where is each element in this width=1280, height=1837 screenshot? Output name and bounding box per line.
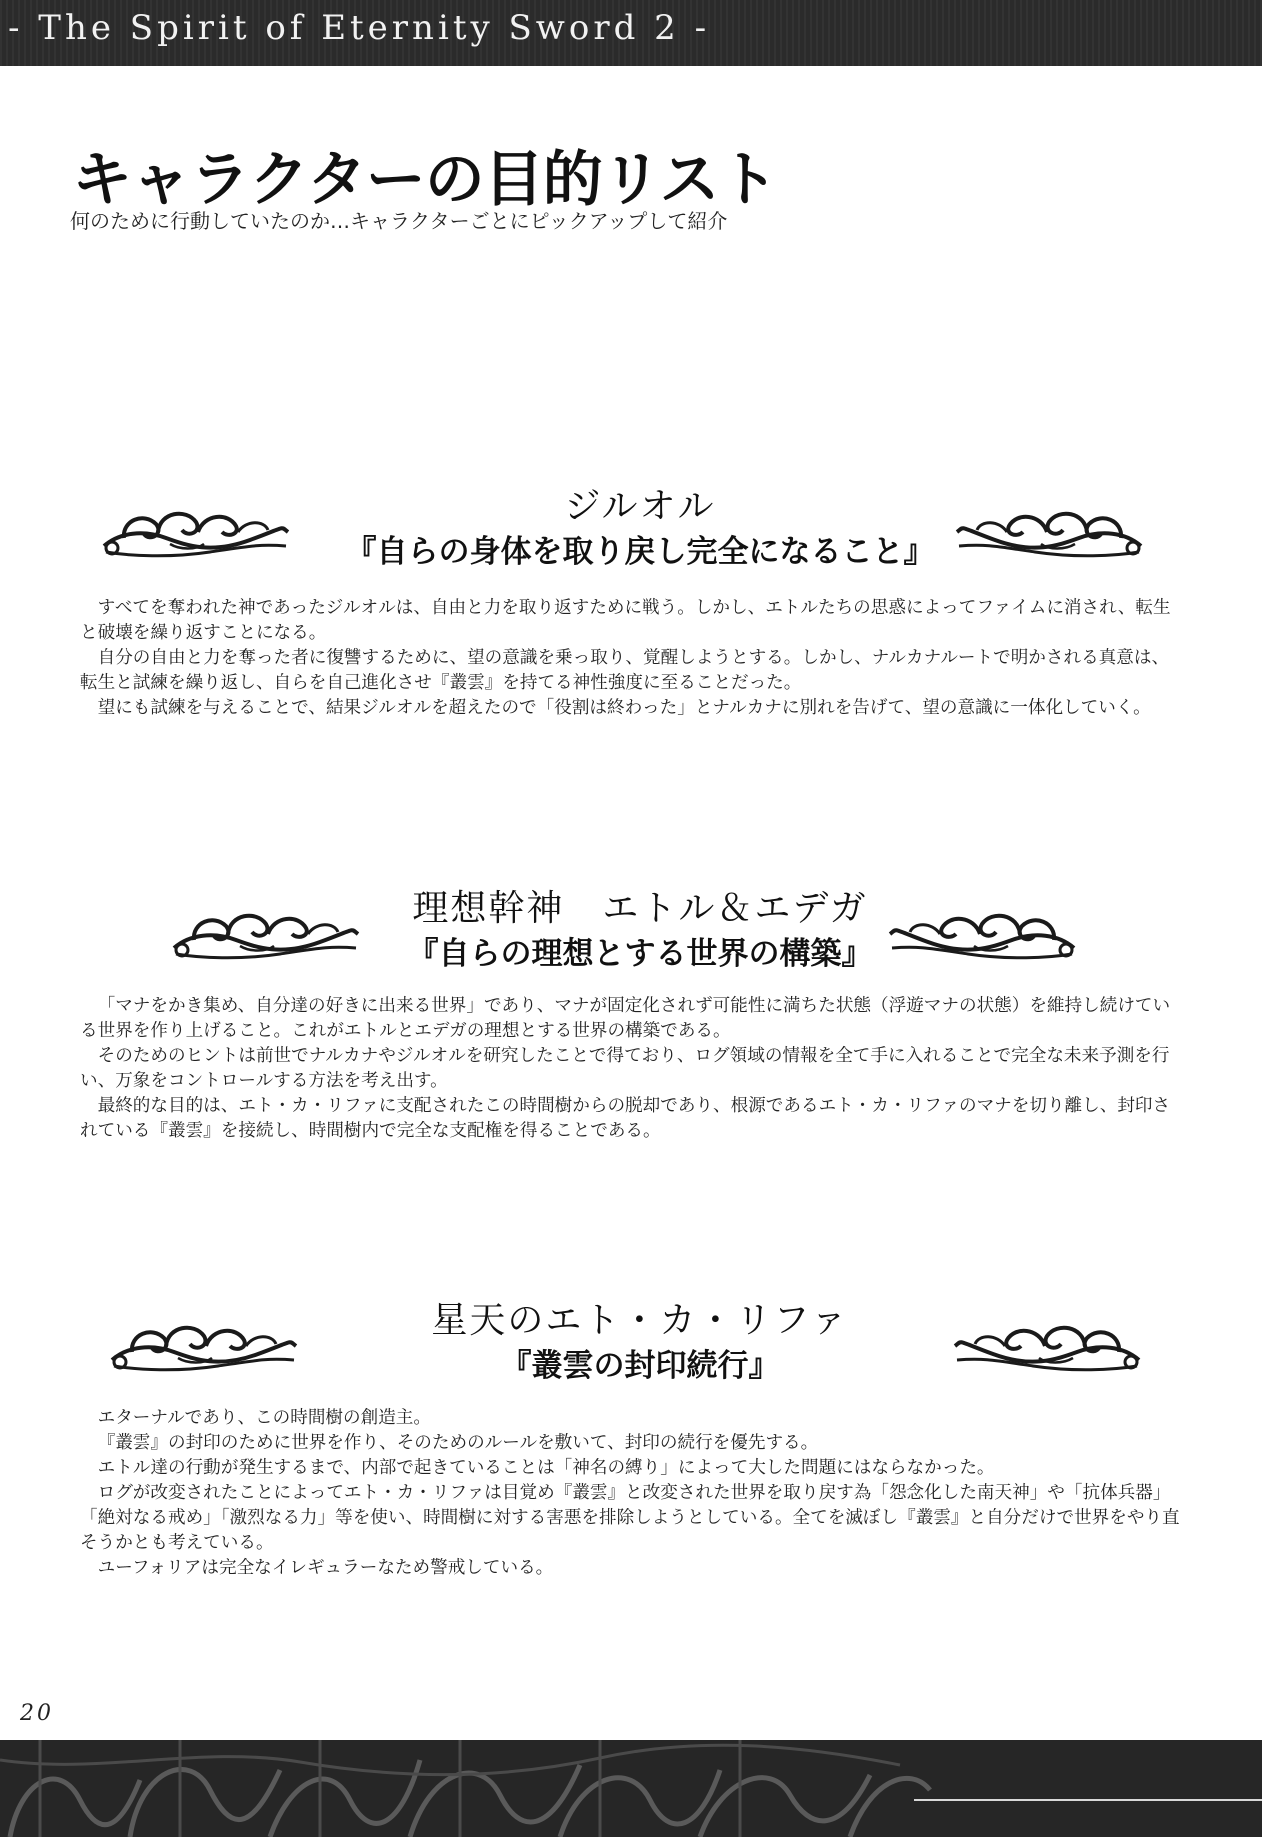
body-paragraph: 『叢雲』の封印のために世界を作り、そのためのルールを敷いて、封印の続行を優先する。 (97, 1433, 819, 1453)
section-heading (0, 880, 1280, 990)
section-heading (0, 478, 1280, 588)
section-heading (0, 1292, 1280, 1402)
body-paragraph: 自分の自由と力を奪った者に復讐するために、望の意識を乗っ取り、覚醒しようとする。しかし、ナルカナルートで明かされる真意は、転生と試練を繰り返し、自らを自己進化させ『叢雲』を持てる神性強度に至ることだった。 (80, 648, 1170, 693)
body-paragraph: 「マナをかき集め、自分達の好きに出来る世界」であり、マナが固定化されず可能性に満ちた状態（浮遊マナの状態）を維持し続けている世界を作り上げること。これがエトルとエデガの理想とする世界の構築である。 (80, 996, 1171, 1041)
body-paragraph: すべてを奪われた神であったジルオルは、自由と力を取り返すために戦う。しかし、エトルたちの思惑によってファイムに消され、転生と破壊を繰り返すことになる。 (80, 598, 1171, 643)
body-paragraph: ログが改変されたことによってエト・カ・リファは目覚め『叢雲』と改変された世界を取り戻す為「怨念化した南天神」や「抗体兵器」「絶対なる戒め」「激烈なる力」等を使い、時間樹に対する害悪を排除しようとしている。全てを滅ぼし『叢雲』と自分だけで世界をやり直そうかとも考えている。 (80, 1483, 1180, 1553)
page-title: キャラクターの目的リスト (72, 145, 778, 215)
banner-title: - The Spirit of Eternity Sword 2 - (8, 8, 711, 48)
footer-decoration (0, 1740, 1262, 1837)
body-paragraph: 望にも試練を与えることで、結果ジルオルを超えたので「役割は終わった」とナルカナに別れを告げて、望の意識に一体化していく。 (97, 698, 1151, 718)
section-body (80, 994, 1180, 1144)
section-body (80, 596, 1180, 721)
body-paragraph: 最終的な目的は、エト・カ・リファに支配されたこの時間樹からの脱却であり、根源であるエト・カ・リファのマナを切り離し、封印されている『叢雲』を接続し、時間樹内で完全な支配権を得ることである。 (80, 1096, 1171, 1141)
character-goal: 『自らの身体を取り戻し完全になること』 (345, 534, 935, 570)
page-number: 20 (20, 1701, 54, 1726)
body-paragraph: エターナルであり、この時間樹の創造主。 (97, 1408, 431, 1428)
character-name: 星天のエト・カ・リファ (431, 1300, 849, 1341)
character-goal: 『自らの理想とする世界の構築』 (407, 936, 873, 972)
character-name: 理想幹神 エトル＆エデガ (412, 888, 868, 929)
body-paragraph: エトル達の行動が発生するまで、内部で起きていることは「神名の縛り」によって大した問題にはならなかった。 (97, 1458, 995, 1478)
header-banner (0, 0, 1262, 66)
character-goal: 『叢雲の封印続行』 (500, 1348, 780, 1384)
page-subtitle: 何のために行動していたのか…キャラクターごとにピックアップして紹介 (70, 209, 728, 233)
section-body (80, 1406, 1180, 1581)
footer-rule (914, 1799, 1262, 1801)
footer-ornament-icon (0, 1740, 1262, 1837)
body-paragraph: そのためのヒントは前世でナルカナやジルオルを研究したことで得ており、ログ領域の情報を全て手に入れることで完全な未来予測を行い、万象をコントロールする方法を考え出す。 (80, 1046, 1170, 1091)
body-paragraph: ユーフォリアは完全なイレギュラーなため警戒している。 (97, 1558, 554, 1578)
character-name: ジルオル (564, 486, 716, 527)
